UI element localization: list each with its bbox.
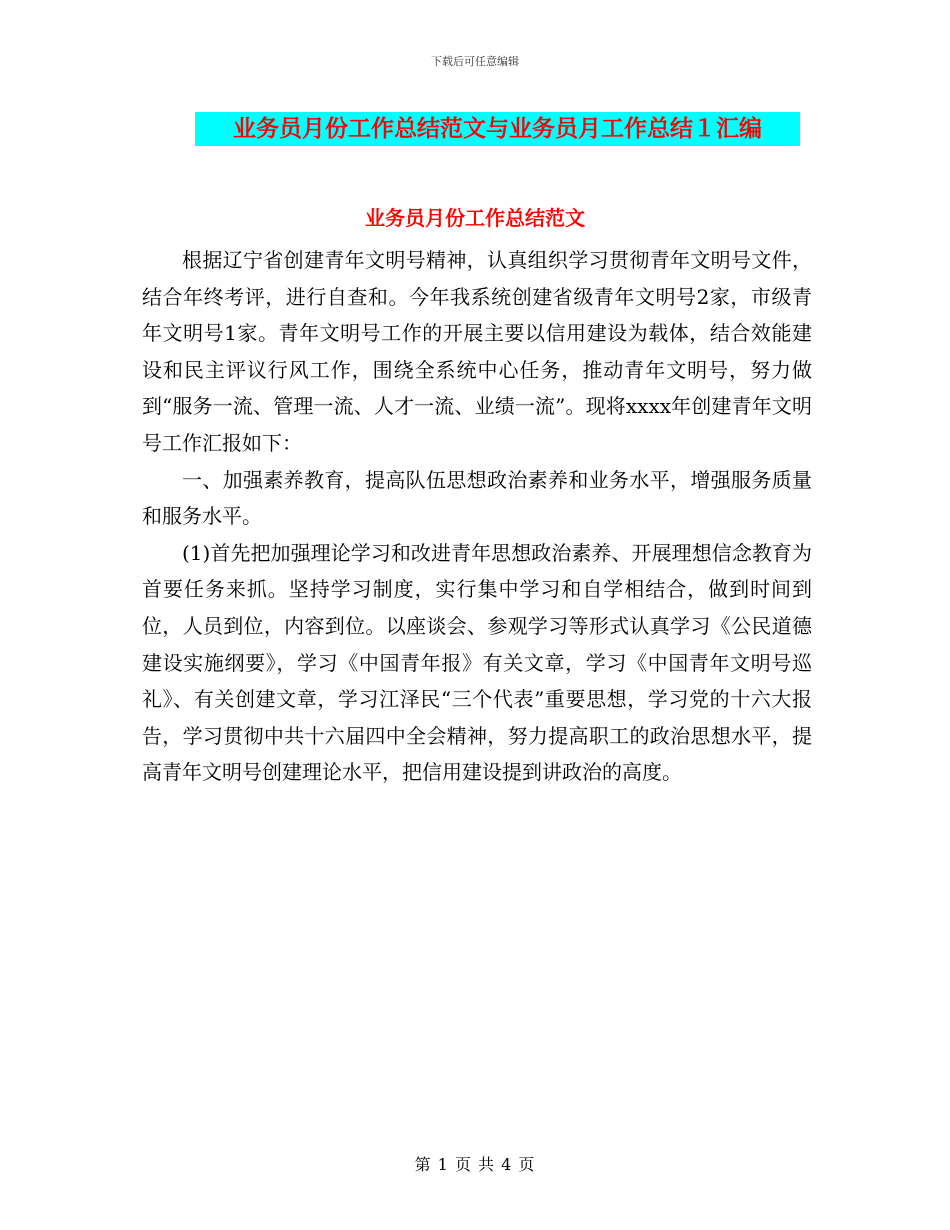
paragraph: 根据辽宁省创建青年文明号精神，认真组织学习贯彻青年文明号文件，结合年终考评，进行自查和。今年我系统创建省级青年文明号2家，市级青年文明号1家。青年文明号工作的开展主要以信用建设为载体，结合效能建设和民主评议行风工作，围绕全系统中心任务，推动青年文明号，努力做到“服务一流、管理一流、人才一流、业绩一流”。现将xxxx年创建青年文明号工作汇报如下： [142, 248, 812, 455]
page-footer: 第 1 页 共 4 页 [414, 1155, 536, 1174]
header-note: 下载后可任意编辑 [431, 55, 519, 68]
main-title: 业务员月份工作总结范文与业务员月工作总结１汇编 [195, 112, 800, 146]
main-title-container [195, 112, 800, 146]
body-text [142, 242, 812, 791]
section-title: 业务员月份工作总结范文 [365, 206, 585, 230]
paragraph: 一、加强素养教育，提高队伍思想政治素养和业务水平，增强服务质量和服务水平。 [142, 467, 812, 529]
paragraph: (1)首先把加强理论学习和改进青年思想政治素养、开展理想信念教育为首要任务来抓。坚持学习制度，实行集中学习和自学相结合，做到时间到位，人员到位，内容到位。以座谈会、参观学习等形式认真学习《公民道德建设实施纲要》，学习《中国青年报》有关文章，学习《中国青年文明号巡礼》、有关创建文章，学习江泽民“三个代表”重要思想，学习党的十六大报告，学习贯彻中共十六届四中全会精神，努力提高职工的政治思想水平，提高青年文明号创建理论水平，把信用建设提到讲政治的高度。 [142, 540, 812, 785]
